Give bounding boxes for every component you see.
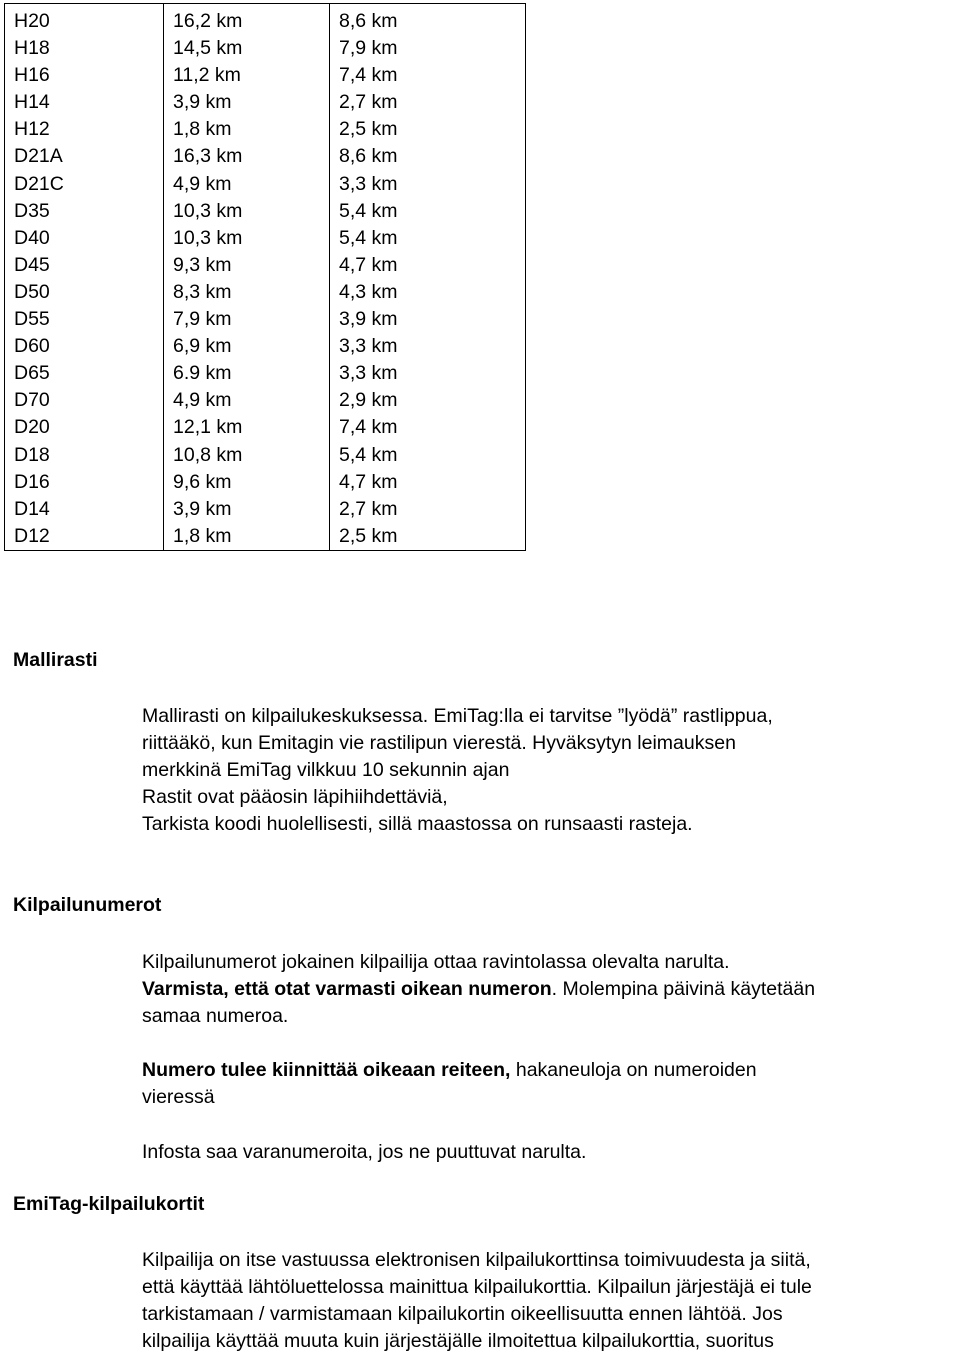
text-line xyxy=(142,976,960,1003)
class-cell: D40 xyxy=(14,226,50,249)
length-b-cell: 5,4 km xyxy=(339,443,398,466)
length-a-cell: 8,3 km xyxy=(173,280,232,303)
length-b-cell: 3,3 km xyxy=(339,335,398,358)
text-line: Kilpailija on itse vastuussa elektronisen kilpailukorttinsa toimivuudesta ja siitä, xyxy=(142,1249,811,1271)
length-a-cell: 6.9 km xyxy=(173,362,232,385)
length-a-cell: 9,3 km xyxy=(173,253,232,276)
class-cell: D45 xyxy=(14,253,50,276)
length-a-cell: 10,3 km xyxy=(173,226,243,249)
length-a-cell: 9,6 km xyxy=(173,470,232,493)
length-b-cell: 2,5 km xyxy=(339,118,398,141)
length-a-cell: 10,8 km xyxy=(173,443,243,466)
length-b-cell: 4,7 km xyxy=(339,470,398,493)
class-cell: D50 xyxy=(14,280,50,303)
text-line: Infosta saa varanumeroita, jos ne puuttuvat narulta. xyxy=(142,1141,587,1163)
class-cell: D65 xyxy=(14,362,50,385)
length-a-cell: 3,9 km xyxy=(173,497,232,520)
mallirasti-text xyxy=(142,703,960,838)
class-cell: H14 xyxy=(14,91,50,114)
length-b-cell: 3,3 km xyxy=(339,362,398,385)
text-line xyxy=(142,1057,960,1084)
text-span: . Molempina päivinä käytetään xyxy=(551,978,816,1001)
class-cell: D35 xyxy=(14,199,50,222)
length-a-cell: 7,9 km xyxy=(173,308,232,331)
class-cell: D12 xyxy=(14,524,50,547)
text-line: samaa numeroa. xyxy=(142,1005,289,1028)
length-a-cell: 14,5 km xyxy=(173,37,243,60)
length-a-cell: 16,2 km xyxy=(173,10,243,32)
length-b-cell: 7,4 km xyxy=(339,64,398,87)
length-b-cell: 7,4 km xyxy=(339,416,398,439)
section-heading-emitag: EmiTag-kilpailukortit xyxy=(13,1193,205,1215)
length-b-cell: 3,9 km xyxy=(339,308,398,331)
class-cell: D16 xyxy=(14,470,50,493)
length-b-cell: 2,5 km xyxy=(339,524,398,547)
class-column xyxy=(5,4,164,551)
length-b-cell: 5,4 km xyxy=(339,226,398,249)
text-line: Kilpailunumerot jokainen kilpailija ottaa ravintolassa olevalta narulta. xyxy=(142,951,730,973)
kilpailunumerot-text-3 xyxy=(142,1139,960,1166)
length-a-cell: 4,9 km xyxy=(173,172,232,195)
length-a-cell: 12,1 km xyxy=(173,416,243,439)
length-b-cell: 8,6 km xyxy=(339,145,398,168)
class-cell: D14 xyxy=(14,497,50,520)
text-line: vieressä xyxy=(142,1086,215,1109)
length-b-cell: 3,3 km xyxy=(339,172,398,195)
length-b-cell: 2,7 km xyxy=(339,91,398,114)
bold-text: Varmista, että otat varmasti oikean numeron xyxy=(142,978,552,1001)
text-line: Mallirasti on kilpailukeskuksessa. EmiTag:lla ei tarvitse ”lyödä” rastlippua, xyxy=(142,705,773,727)
length-a-cell: 6,9 km xyxy=(173,335,232,358)
class-cell: D20 xyxy=(14,416,50,439)
text-span: hakaneuloja on numeroiden xyxy=(510,1059,757,1081)
length-b-cell: 8,6 km xyxy=(339,10,398,32)
section-heading-kilpailunumerot: Kilpailunumerot xyxy=(13,894,162,916)
length-a-column xyxy=(164,4,330,551)
length-a-cell: 11,2 km xyxy=(173,64,241,87)
length-b-cell: 7,9 km xyxy=(339,37,398,60)
length-a-cell: 3,9 km xyxy=(173,91,232,114)
length-a-cell: 1,8 km xyxy=(173,524,232,547)
length-a-cell: 16,3 km xyxy=(173,145,243,168)
length-a-cell: 10,3 km xyxy=(173,199,243,222)
class-cell: D21C xyxy=(14,172,64,195)
class-cell: H16 xyxy=(14,64,50,87)
text-line: merkkinä EmiTag vilkkuu 10 sekunnin ajan xyxy=(142,759,510,782)
course-length-table xyxy=(4,3,526,551)
length-a-cell: 1,8 km xyxy=(173,118,232,141)
class-cell: H20 xyxy=(14,10,50,32)
class-cell: D55 xyxy=(14,308,50,331)
text-line: Tarkista koodi huolellisesti, sillä maastossa on runsaasti rasteja. xyxy=(142,813,693,836)
length-b-cell: 2,9 km xyxy=(339,389,398,412)
length-b-cell: 4,7 km xyxy=(339,253,398,276)
length-a-cell: 4,9 km xyxy=(173,389,232,412)
table-row xyxy=(5,4,526,551)
emitag-text xyxy=(142,1247,960,1355)
class-cell: H18 xyxy=(14,37,50,60)
class-cell: D70 xyxy=(14,389,50,412)
text-line: tarkistamaan / varmistamaan kilpailukortin oikeellisuutta ennen lähtöä. Jos xyxy=(142,1303,783,1326)
kilpailunumerot-text xyxy=(142,949,960,1030)
length-b-cell: 2,7 km xyxy=(339,497,398,520)
class-cell: D18 xyxy=(14,443,50,466)
kilpailunumerot-text-2 xyxy=(142,1057,960,1111)
text-line: että käyttää lähtöluettelossa mainittua kilpailukorttia. Kilpailun järjestäjä ei tule xyxy=(142,1276,812,1299)
length-b-cell: 5,4 km xyxy=(339,199,398,222)
bold-text: Numero tulee kiinnittää oikeaan reiteen, xyxy=(142,1059,511,1081)
text-line: Rastit ovat pääosin läpihiihdettäviä, xyxy=(142,786,448,809)
class-cell: H12 xyxy=(14,118,50,141)
section-heading-mallirasti: Mallirasti xyxy=(13,649,98,671)
length-b-column xyxy=(330,4,526,551)
length-b-cell: 4,3 km xyxy=(339,280,398,303)
text-line: kilpailija käyttää muuta kuin järjestäjälle ilmoitettua kilpailukorttia, suoritus xyxy=(142,1330,774,1353)
text-line: riittääkö, kun Emitagin vie rastilipun vierestä. Hyväksytyn leimauksen xyxy=(142,732,736,755)
class-cell: D60 xyxy=(14,335,50,358)
class-cell: D21A xyxy=(14,145,63,168)
